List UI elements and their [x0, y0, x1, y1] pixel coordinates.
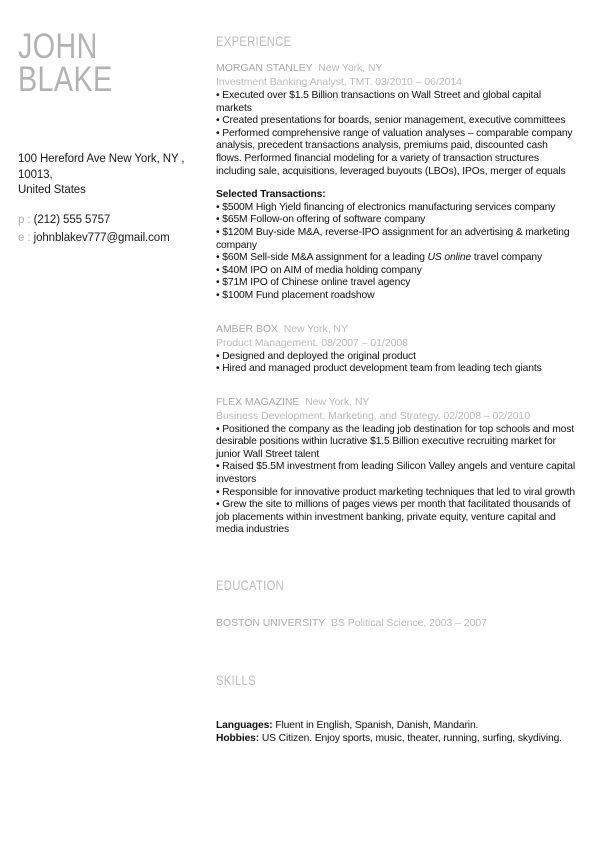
- list-item: • $500M High Yield financing of electronics manufacturing services company: [216, 201, 556, 213]
- section-heading-experience: EXPERIENCE: [216, 33, 292, 49]
- education-school: BOSTON UNIVERSITY: [216, 617, 326, 630]
- job-location: New York, NY: [283, 322, 348, 335]
- job-header: [216, 61, 576, 75]
- spacer: [216, 630, 576, 661]
- phone-row: [18, 211, 203, 229]
- spacer: [216, 605, 576, 616]
- spacer: [216, 537, 576, 577]
- job-bullets: [216, 351, 576, 376]
- list-item: • Executed over $1.5 Billion transactions on Wall Street and global capital markets: [216, 90, 542, 114]
- name-block: [18, 27, 203, 99]
- list-item: • Hired and managed product development team from leading tech giants: [216, 363, 542, 375]
- job-location: New York, NY: [305, 395, 370, 408]
- job-role: Business Development, Marketing, and Strategy. 02/2008 – 02/2010: [216, 409, 531, 422]
- spacer: [216, 376, 576, 395]
- job-company: AMBER BOX: [216, 322, 278, 335]
- address-line-2: United States: [18, 184, 86, 196]
- skills-languages-row: [216, 719, 576, 732]
- education-detail: BS Political Science, 2003 – 2007: [330, 617, 487, 630]
- phone-label: p :: [18, 213, 31, 226]
- skills-languages-label: Languages:: [216, 720, 273, 732]
- section-heading-education: EDUCATION: [216, 577, 285, 594]
- education-entry: [216, 616, 576, 630]
- job-company: MORGAN STANLEY: [216, 62, 313, 74]
- list-item: • $40M IPO on AIM of media holding company: [216, 264, 422, 276]
- skills-hobbies-row: [216, 732, 576, 745]
- email-label: e :: [18, 231, 31, 244]
- job-role: Investment Banking Analyst, TMT. 03/2010 – 06/2014: [216, 76, 462, 88]
- job-location: New York, NY: [318, 62, 383, 74]
- experience-entry-flex-magazine: [216, 395, 576, 537]
- address-line-1: 100 Hereford Ave New York, NY , 10013,: [18, 153, 185, 181]
- job-bullets: [216, 424, 576, 537]
- job-role: Product Management. 08/2007 – 01/2008: [216, 336, 408, 349]
- last-name: BLAKE: [18, 60, 113, 99]
- spacer: [216, 661, 576, 672]
- skills-hobbies-value: US Citizen. Enjoy sports, music, theater, running, surfing, skydiving.: [261, 733, 562, 745]
- skills-languages-value: Fluent in English, Spanish, Danish, Mandarin.: [275, 720, 479, 732]
- contact-column: [18, 27, 203, 247]
- experience-entry-amber-box: [216, 322, 576, 376]
- list-item-text-italic-segment: • $60M Sell-side M&A assignment for a leading US online travel company: [216, 252, 543, 264]
- spacer: [216, 303, 576, 322]
- skills-hobbies-label: Hobbies:: [216, 733, 260, 745]
- list-item: • $65M Follow-on offering of software company: [216, 214, 426, 226]
- job-header: [216, 322, 576, 336]
- section-heading-skills: SKILLS: [216, 672, 256, 689]
- email-row: [18, 229, 203, 247]
- list-item: • Grew the site to millions of pages views per month that facilitated thousands of job placements within investment banking, private equity, venture capital and media industries: [216, 499, 571, 536]
- list-item: • $71M IPO of Chinese online travel agency: [216, 277, 411, 289]
- list-item: • Designed and deployed the original product: [216, 350, 416, 362]
- list-item: [216, 252, 576, 265]
- selected-transactions-label: Selected Transactions:: [216, 189, 326, 201]
- main-column: [216, 33, 576, 746]
- job-header: [216, 395, 576, 409]
- address-block: [18, 152, 203, 199]
- list-item: • Raised $5.5M investment from leading Silicon Valley angels and venture capital investors: [216, 461, 575, 486]
- spacer: [216, 700, 576, 719]
- list-item: • $120M Buy-side M&A, reverse-IPO assignment for an advertising & marketing company: [216, 226, 570, 251]
- italic-text: US online: [427, 252, 472, 264]
- experience-entry-morgan-stanley: [216, 61, 576, 303]
- list-item: • Created presentations for boards, senior management, executive committees: [216, 115, 566, 127]
- email-value[interactable]: johnblakev777@gmail.com: [33, 231, 170, 244]
- list-item: • Positioned the company as the leading job destination for top schools and most desirable positions within lucrative $1.5 Billion executive recruiting market for junior Wall Street talent: [216, 423, 575, 460]
- selected-transactions-list: [216, 202, 576, 303]
- list-item: • Responsible for innovative product marketing techniques that led to viral growth: [216, 486, 575, 498]
- job-bullets: [216, 90, 576, 178]
- list-item: • $100M Fund placement roadshow: [216, 289, 375, 301]
- list-item: • Performed comprehensive range of valuation analyses – comparable company analysis, precedent transactions analysis, premiums paid, discounted cash flows. Performed financial modeling for a variety of transaction structures including sale, acquisitions, leveraged buyouts (LBOs), IPOs, merger of equals: [216, 127, 573, 177]
- first-name: JOHN: [18, 27, 98, 66]
- phone-value: (212) 555 5757: [33, 213, 111, 226]
- job-company: FLEX MAGAZINE: [216, 395, 300, 408]
